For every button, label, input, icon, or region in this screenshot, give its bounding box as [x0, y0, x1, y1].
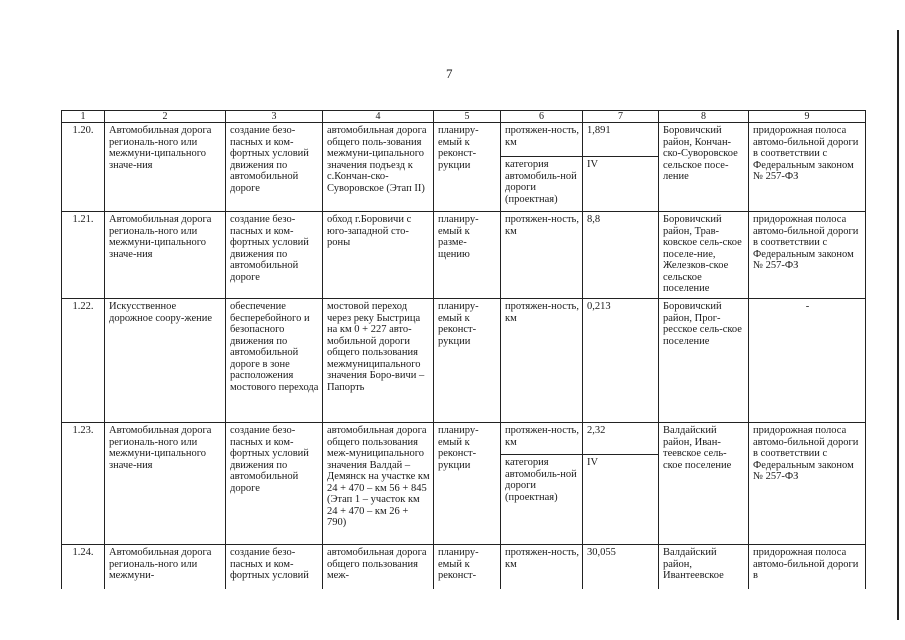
row-number: 1.21. — [62, 212, 105, 299]
characteristic-label: протяжен-ность, км — [501, 212, 583, 299]
object-name: автомобильная дорога общего пользования меж-муниципального значения Валдай – Демянск на участке км 24 + 470 – км 56 + 845 (Этап 1 – участок км 24 + 470 – км 26 + 790) — [323, 423, 434, 545]
column-number: 4 — [323, 111, 434, 123]
column-number: 9 — [749, 111, 866, 123]
object-name: автомобильная дорога общего пользования меж- — [323, 545, 434, 589]
object-name: обход г.Боровичи с юго-западной сто-роны — [323, 212, 434, 299]
column-number: 2 — [105, 111, 226, 123]
column-number: 1 — [62, 111, 105, 123]
scan-edge-line — [897, 30, 899, 620]
object-purpose: создание безо-пасных и ком-фортных условий движения по автомобильной дороге — [226, 212, 323, 299]
object-location: Валдайский район, Иван-теевское сель-ское поселение — [659, 423, 749, 545]
object-status: планиру-емый к разме-щению — [434, 212, 501, 299]
characteristic-label: протяжен-ность, км — [501, 299, 583, 423]
row-number: 1.24. — [62, 545, 105, 589]
restriction-zone: придорожная полоса автомо-бильной дороги в соответствии с Федеральным законом № 257-ФЗ — [749, 423, 866, 545]
object-location: Валдайский район, Ивантеевское — [659, 545, 749, 589]
column-number: 8 — [659, 111, 749, 123]
object-type: Искусственное дорожное соору-жение — [105, 299, 226, 423]
table-row — [62, 123, 866, 157]
characteristic-value: 1,891 — [583, 123, 659, 157]
object-name: мостовой переход через реку Быстрица на км 0 + 227 авто-мобильной дороги общего пользования межмуниципального значения Боро-вичи – Папорть — [323, 299, 434, 423]
row-number: 1.23. — [62, 423, 105, 545]
page-number: 7 — [446, 66, 453, 81]
object-location: Боровичский район, Кончан-ско-Суворовское сельское посе-ление — [659, 123, 749, 212]
characteristic-value: IV — [583, 157, 659, 212]
object-name: автомобильная дорога общего поль-зования межмуни-ципального значения подъезд к с.Кончан-ско-Суворовское (Этап II) — [323, 123, 434, 212]
column-number: 7 — [583, 111, 659, 123]
column-number: 5 — [434, 111, 501, 123]
column-number: 3 — [226, 111, 323, 123]
table-row — [62, 545, 866, 589]
object-type: Автомобильная дорога региональ-ного или межмуни-ципального значе-ния — [105, 423, 226, 545]
characteristic-value: 0,213 — [583, 299, 659, 423]
row-number: 1.22. — [62, 299, 105, 423]
table-row — [62, 212, 866, 299]
object-purpose: создание безо-пасных и ком-фортных условий движения по автомобильной дороге — [226, 423, 323, 545]
object-type: Автомобильная дорога региональ-ного или межмуни-ципального значе-ния — [105, 212, 226, 299]
object-purpose: обеспечение бесперебойного и безопасного движения по автомобильной дороге в зоне расположения мостового перехода — [226, 299, 323, 423]
planning-table — [61, 110, 866, 589]
characteristic-value: IV — [583, 455, 659, 545]
object-type: Автомобильная дорога региональ-ного или межмуни- — [105, 545, 226, 589]
characteristic-value: 8,8 — [583, 212, 659, 299]
object-status: планиру-емый к реконст-рукции — [434, 299, 501, 423]
characteristic-label: категория автомобиль-ной дороги (проектная) — [501, 157, 583, 212]
characteristic-value: 2,32 — [583, 423, 659, 455]
restriction-zone: придорожная полоса автомо-бильной дороги в соответствии с Федеральным законом № 257-ФЗ — [749, 212, 866, 299]
restriction-zone: придорожная полоса автомо-бильной дороги в соответствии с Федеральным законом № 257-ФЗ — [749, 123, 866, 212]
characteristic-label: протяжен-ность, км — [501, 423, 583, 455]
object-location: Боровичский район, Трав-ковское сель-ское поселе-ние, Железков-ское сельское поселение — [659, 212, 749, 299]
table-row — [62, 299, 866, 423]
object-status: планиру-емый к реконст-рукции — [434, 423, 501, 545]
object-type: Автомобильная дорога региональ-ного или межмуни-ципального значе-ния — [105, 123, 226, 212]
restriction-zone: придорожная полоса автомо-бильной дороги в — [749, 545, 866, 589]
object-status: планиру-емый к реконст- — [434, 545, 501, 589]
object-purpose: создание безо-пасных и ком-фортных условий — [226, 545, 323, 589]
object-status: планиру-емый к реконст-рукции — [434, 123, 501, 212]
column-number-row — [62, 111, 866, 123]
restriction-zone: - — [749, 299, 866, 423]
characteristic-value: 30,055 — [583, 545, 659, 589]
object-purpose: создание безо-пасных и ком-фортных условий движения по автомобильной дороге — [226, 123, 323, 212]
characteristic-label: протяжен-ность, км — [501, 545, 583, 589]
column-number: 6 — [501, 111, 583, 123]
table-row — [62, 423, 866, 455]
object-location: Боровичский район, Прог-ресское сель-ское поселение — [659, 299, 749, 423]
characteristic-label: категория автомобиль-ной дороги (проектная) — [501, 455, 583, 545]
row-number: 1.20. — [62, 123, 105, 212]
characteristic-label: протяжен-ность, км — [501, 123, 583, 157]
